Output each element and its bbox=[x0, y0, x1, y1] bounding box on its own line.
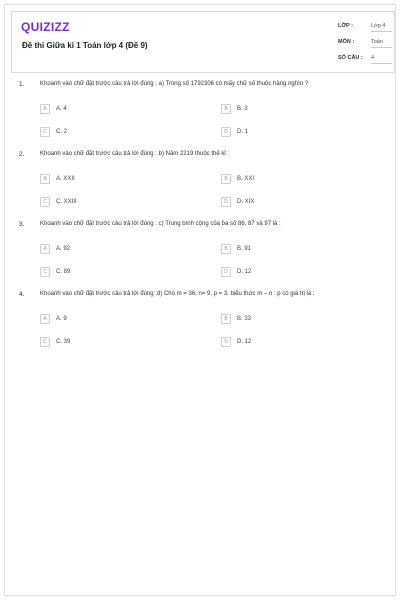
meta-value: 4 bbox=[371, 55, 392, 64]
meta-label: SỐ CÂU : bbox=[338, 55, 363, 61]
document-title: Đề thi Giữa kì 1 Toán lớp 4 (Đề 9) bbox=[22, 41, 148, 50]
option-letter-box: D bbox=[221, 197, 231, 207]
option-text: D. 12 bbox=[237, 268, 252, 275]
meta-value: Lớp 4 bbox=[371, 23, 392, 32]
option-letter-box: A bbox=[40, 244, 50, 254]
option-letter-box: C bbox=[40, 127, 50, 137]
option-text: B. 3 bbox=[237, 105, 248, 112]
meta-row-question-count bbox=[338, 55, 392, 71]
option-text: C. XXIII bbox=[56, 198, 77, 205]
question-number: 1. bbox=[19, 81, 25, 88]
meta-row-class bbox=[338, 23, 392, 39]
question-number: 2. bbox=[19, 151, 25, 158]
option-text: D. 1 bbox=[237, 128, 249, 135]
option-text: B. 33 bbox=[237, 315, 252, 322]
option-letter-box: A bbox=[40, 314, 50, 324]
option-text: D. 12 bbox=[237, 338, 252, 345]
option-text: C. 39 bbox=[56, 338, 71, 345]
option-letter-box: B bbox=[221, 314, 231, 324]
worksheet-page bbox=[4, 4, 396, 596]
option-letter-box: B bbox=[221, 174, 231, 184]
meta-value: Toán bbox=[371, 39, 392, 48]
option-letter-box: D bbox=[221, 337, 231, 347]
option-letter-box: C bbox=[40, 197, 50, 207]
option-text: A. 4 bbox=[56, 105, 67, 112]
question-number: 3. bbox=[19, 221, 25, 228]
option-letter-box: B bbox=[221, 104, 231, 114]
question-text: Khoanh vào chữ đặt trước câu trả lời đúng : b) Năm 2219 thuộc thế kỉ : bbox=[40, 151, 230, 157]
worksheet-header bbox=[11, 11, 395, 73]
option-text: B. XXI bbox=[237, 175, 255, 182]
meta-info bbox=[338, 23, 392, 71]
meta-label: LỚP : bbox=[338, 23, 353, 29]
option-text: C. 89 bbox=[56, 268, 71, 275]
option-text: D. XIX bbox=[237, 198, 255, 205]
option-letter-box: C bbox=[40, 337, 50, 347]
question-text: Khoanh vào chữ đặt trước câu trả lời đúng : a) Trong số 1792306 có mấy chữ số thuộc hàng nghìn ? bbox=[40, 81, 309, 87]
meta-row-subject bbox=[338, 39, 392, 55]
question-number: 4. bbox=[19, 291, 25, 298]
option-text: A. 92 bbox=[56, 245, 71, 252]
question-text: Khoanh vào chữ đặt trước câu trả lời đúng :d) Cho m = 36, n= 9, p = 3, biểu thức m – n : p có giá trị là : bbox=[40, 291, 315, 297]
meta-label: MÔN : bbox=[338, 39, 355, 45]
option-letter-box: B bbox=[221, 244, 231, 254]
option-letter-box: A bbox=[40, 104, 50, 114]
option-letter-box: C bbox=[40, 267, 50, 277]
option-letter-box: D bbox=[221, 127, 231, 137]
option-letter-box: A bbox=[40, 174, 50, 184]
quizizz-logo: QUIZIZZ bbox=[21, 20, 70, 34]
question-text: Khoanh vào chữ đặt trước câu trả lời đúng : c) Trung bình cộng của ba số 86, 87 và 97 là : bbox=[40, 221, 281, 227]
option-text: A. XXII bbox=[56, 175, 75, 182]
option-letter-box: D bbox=[221, 267, 231, 277]
option-text: A. 9 bbox=[56, 315, 67, 322]
option-text: B. 91 bbox=[237, 245, 252, 252]
option-text: C. 2 bbox=[56, 128, 68, 135]
